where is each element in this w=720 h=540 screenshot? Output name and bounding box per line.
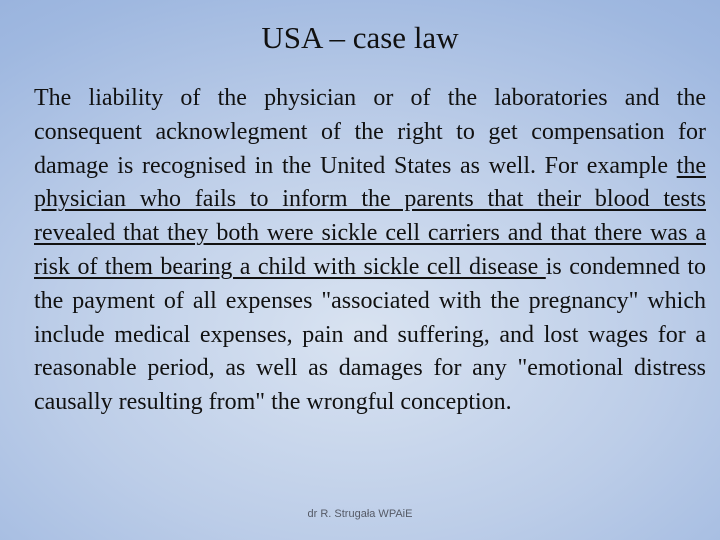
slide-title: USA – case law — [261, 20, 459, 55]
slide-body-text — [34, 82, 706, 420]
body-underlined-text: the physician who fails to inform the parents that their blood tests revealed that they both were sickle cell carriers and that there was a risk of them bearing a child with sickle cell disease — [34, 152, 706, 280]
body-intro-text: The liability of the physician or of the laboratories and the consequent acknowlegment of the right to get compensation for damage is recognised in the United States as well. For example — [34, 85, 706, 179]
slide-footer-author: dr R. Strugała WPAiE — [307, 508, 413, 520]
body-rest-text: is condemned to the payment of all expenses "associated with the pregnancy" which include medical expenses, pain and suffering, and lost wages for a reasonable period, as well as damages for any "emotional distress causally resulting from" the wrongful conception. — [34, 253, 706, 416]
